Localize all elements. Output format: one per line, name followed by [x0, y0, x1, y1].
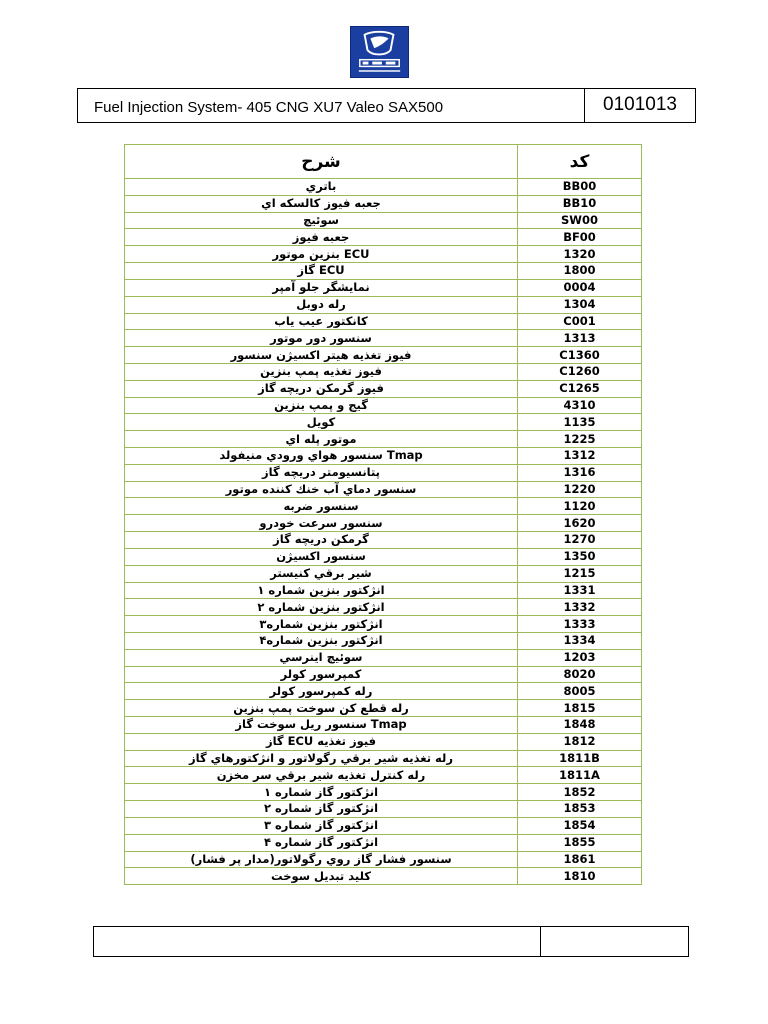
row-description: انژكتور بنزين شماره۴: [125, 632, 518, 649]
row-code: 1854: [518, 817, 642, 834]
row-description: جعبه فيوز كالسكه اي: [125, 195, 518, 212]
table-row: [125, 599, 642, 616]
row-code: 1852: [518, 784, 642, 801]
table-row: [125, 279, 642, 296]
row-description: رله دوبل: [125, 296, 518, 313]
row-code: 1620: [518, 515, 642, 532]
row-description: فيوز تغذيه ECU گاز: [125, 733, 518, 750]
row-description: سنسور سرعت خودرو: [125, 515, 518, 532]
table-row: [125, 229, 642, 246]
table-row: [125, 700, 642, 717]
row-description: شير برقي كنيستر: [125, 565, 518, 582]
table-row: [125, 868, 642, 885]
row-code: C1360: [518, 347, 642, 364]
table-row: [125, 582, 642, 599]
row-code: SW00: [518, 212, 642, 229]
row-description: فيوز گرمكن دريچه گاز: [125, 380, 518, 397]
row-code: 8020: [518, 666, 642, 683]
code-column-header: کد: [518, 145, 642, 179]
table-row: [125, 414, 642, 431]
table-row: [125, 481, 642, 498]
row-code: 1853: [518, 801, 642, 818]
table-row: [125, 733, 642, 750]
table-header-row: [125, 145, 642, 179]
row-description: رله كنترل تغذيه شير برقي سر مخزن: [125, 767, 518, 784]
row-description: گيج و پمپ بنزين: [125, 397, 518, 414]
row-code: 1811A: [518, 767, 642, 784]
table-row: [125, 565, 642, 582]
row-code: BB00: [518, 179, 642, 196]
row-code: 1800: [518, 263, 642, 280]
row-description: ECU گاز: [125, 263, 518, 280]
table-row: [125, 195, 642, 212]
table-row: [125, 616, 642, 633]
row-description: رله تغذيه شير برقي رگولاتور و انژكتورهاي گاز: [125, 750, 518, 767]
row-description: انژكتور گاز شماره ۲: [125, 801, 518, 818]
row-code: 4310: [518, 397, 642, 414]
table-row: [125, 666, 642, 683]
row-description: جعبه فيوز: [125, 229, 518, 246]
table-row: [125, 851, 642, 868]
row-code: C001: [518, 313, 642, 330]
table-row: [125, 347, 642, 364]
row-code: BF00: [518, 229, 642, 246]
row-description: سنسور فشار گاز روي رگولاتور(مدار پر فشار): [125, 851, 518, 868]
table-row: [125, 548, 642, 565]
table-row: [125, 632, 642, 649]
row-description: سنسور ضربه: [125, 498, 518, 515]
row-code: 1203: [518, 649, 642, 666]
row-code: 1320: [518, 246, 642, 263]
row-description: رله كمپرسور كولر: [125, 683, 518, 700]
header-box: [77, 88, 696, 123]
row-code: BB10: [518, 195, 642, 212]
table-row: [125, 649, 642, 666]
row-code: 1215: [518, 565, 642, 582]
row-code: 1304: [518, 296, 642, 313]
row-description: سنسور دور موتور: [125, 330, 518, 347]
table-row: [125, 498, 642, 515]
row-description: انژكتور گاز شماره ۱: [125, 784, 518, 801]
row-description: پتانسيومتر دريچه گاز: [125, 464, 518, 481]
row-description: سنسور دماي آب خنك كننده موتور: [125, 481, 518, 498]
table-row: [125, 683, 642, 700]
row-code: 1316: [518, 464, 642, 481]
row-description: سوئيچ: [125, 212, 518, 229]
table-row: [125, 313, 642, 330]
table-row: [125, 363, 642, 380]
table-row: [125, 817, 642, 834]
row-code: 1120: [518, 498, 642, 515]
table-row: [125, 330, 642, 347]
row-code: 1333: [518, 616, 642, 633]
row-description: كمپرسور كولر: [125, 666, 518, 683]
table-row: [125, 397, 642, 414]
footer-left-cell: [94, 927, 541, 956]
table-row: [125, 263, 642, 280]
row-description: Tmap سنسور هواي ورودي منيفولد: [125, 448, 518, 465]
table-row: [125, 532, 642, 549]
table-row: [125, 717, 642, 734]
table-row: [125, 801, 642, 818]
row-code: 1815: [518, 700, 642, 717]
row-description: نمايشگر جلو آمپر: [125, 279, 518, 296]
table-row: [125, 212, 642, 229]
row-code: C1260: [518, 363, 642, 380]
table-row: [125, 834, 642, 851]
row-code: 1220: [518, 481, 642, 498]
table-row: [125, 767, 642, 784]
row-code: 1332: [518, 599, 642, 616]
row-code: 1270: [518, 532, 642, 549]
table-row: [125, 515, 642, 532]
row-code: 1811B: [518, 750, 642, 767]
table-row: [125, 448, 642, 465]
row-description: سوئيچ اينرسي: [125, 649, 518, 666]
row-code: 1225: [518, 431, 642, 448]
row-description: رله قطع كن سوخت پمپ بنزين: [125, 700, 518, 717]
row-code: 1313: [518, 330, 642, 347]
document-code: 0101013: [603, 94, 677, 115]
row-description: كانكتور عيب ياب: [125, 313, 518, 330]
row-code: 1331: [518, 582, 642, 599]
row-description: سنسور اكسيژن: [125, 548, 518, 565]
row-code: 1848: [518, 717, 642, 734]
row-description: موتور پله اي: [125, 431, 518, 448]
row-description: فيوز تغذيه پمپ بنزين: [125, 363, 518, 380]
row-description: انژكتور گاز شماره ۳: [125, 817, 518, 834]
row-code: C1265: [518, 380, 642, 397]
row-code: 1812: [518, 733, 642, 750]
row-description: باتري: [125, 179, 518, 196]
table-row: [125, 464, 642, 481]
row-code: 1810: [518, 868, 642, 885]
row-description: ECU بنزين موتور: [125, 246, 518, 263]
row-description: گرمكن دريچه گاز: [125, 532, 518, 549]
row-code: 1135: [518, 414, 642, 431]
document-title: Fuel Injection System- 405 CNG XU7 Valeo SAX500: [78, 89, 585, 122]
desc-column-header: شرح: [125, 145, 518, 179]
row-description: كليد تبديل سوخت: [125, 868, 518, 885]
row-description: انژكتور بنزين شماره ۱: [125, 582, 518, 599]
row-description: انژكتور بنزين شماره ۲: [125, 599, 518, 616]
row-description: انژكتور گاز شماره ۴: [125, 834, 518, 851]
row-description: Tmap سنسور ريل سوخت گاز: [125, 717, 518, 734]
irankhodro-logo-icon: [350, 26, 409, 78]
row-code: 1334: [518, 632, 642, 649]
row-code: 1312: [518, 448, 642, 465]
row-code: 8005: [518, 683, 642, 700]
table-row: [125, 431, 642, 448]
row-description: كويل: [125, 414, 518, 431]
row-code: 1350: [518, 548, 642, 565]
table-body: [125, 179, 642, 885]
row-code: 1855: [518, 834, 642, 851]
footer-right-cell: [541, 927, 688, 956]
row-code: 0004: [518, 279, 642, 296]
table-row: [125, 380, 642, 397]
table-row: [125, 784, 642, 801]
parts-table: [124, 144, 642, 885]
table-row: [125, 246, 642, 263]
footer-box: [93, 926, 689, 957]
row-description: انژكتور بنزين شماره۳: [125, 616, 518, 633]
row-code: 1861: [518, 851, 642, 868]
table-row: [125, 750, 642, 767]
table-row: [125, 179, 642, 196]
table-row: [125, 296, 642, 313]
row-description: فيوز تغذيه هيتر اكسيژن سنسور: [125, 347, 518, 364]
